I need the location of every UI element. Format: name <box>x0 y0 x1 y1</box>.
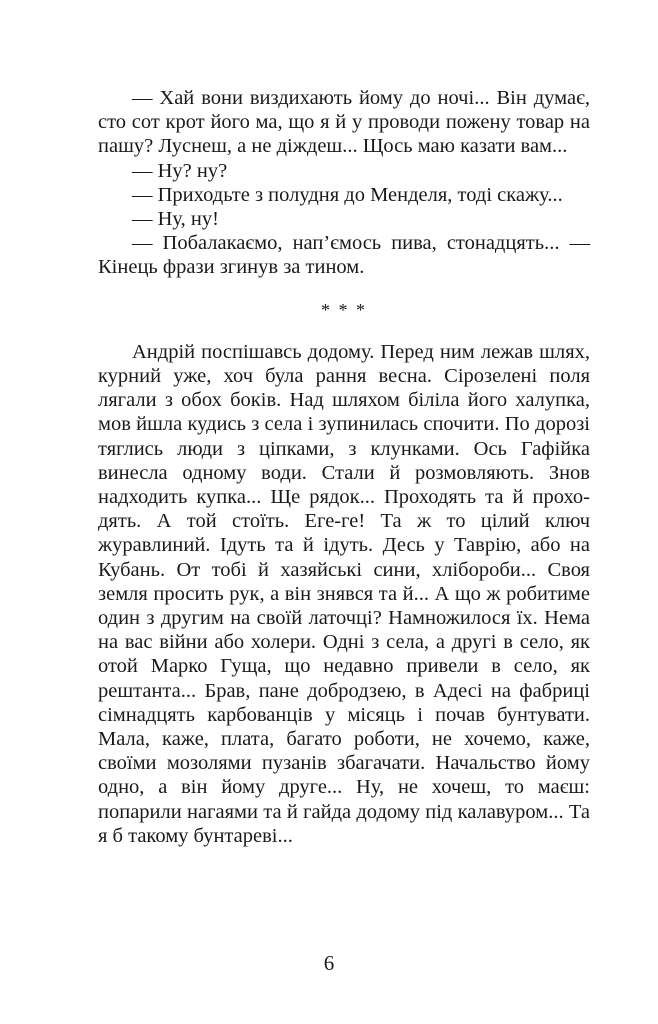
main-paragraph: Андрій поспішавсь додому. Перед ним лежав шлях, курний уже, хоч була рання весна. Сірозелені поля лягали з обох боків. Над шляхом біліла його халупка, мов йшла кудись з села і зупинилась спочити. По дорозі тяглись люди з ціпками, з клунками. Ось Гафійка винесла одному води. Стали й розмовляють. Знов надходить купка... Ще рядок... Проходять та й проходять. А той стоїть. Еге-ге! Та ж то цілий ключ журавлиний. Ідуть та й ідуть. Десь у Таврію, або на Кубань. От тобі й хазяйські сини, хлібороби... Своя земля просить рук, а він знявся та й... А що ж робитиме один з другим на своїй латочці? Намножилося їх. Нема на вас війни або холери. Одні з села, а другі в село, як отой Марко Гуща, що недавно привели в село, як рештанта... Брав, пане добродзею, в Адесі на фабриці сімнадцять карбованців у місяць і почав бунтувати. Мала, каже, плата, багато роботи, не хочемо, каже, своїми мозолями пузанів збагачати. Начальство йому одно, а він йому друге... Ну, не хочеш, то маєш: попарили нагаями та й гайда додому під калавуром... Та я б такому бунтареві... <box>98 340 590 847</box>
dialogue-line: — Ну, ну! <box>132 208 219 231</box>
section-separator: * * * <box>321 299 367 320</box>
dialogue-line: — Хай вони виздихають йому до ночі... Він думає, сто сот крот його ма, що я й у проводи пожену товар на пашу? Луснеш, а не діждеш... Щось маю казати вам... <box>98 87 590 158</box>
page-number: 6 <box>323 951 335 975</box>
dialogue-line: — Побалакаємо, нап’ємось пива, стонадцять... — Кінець фрази згинув за тином. <box>98 232 590 279</box>
page-text <box>98 86 590 848</box>
dialogue-line: — Приходьте з полудня до Менделя, тоді скажу... <box>132 183 563 206</box>
dialogue-line: — Ну? ну? <box>132 159 228 182</box>
